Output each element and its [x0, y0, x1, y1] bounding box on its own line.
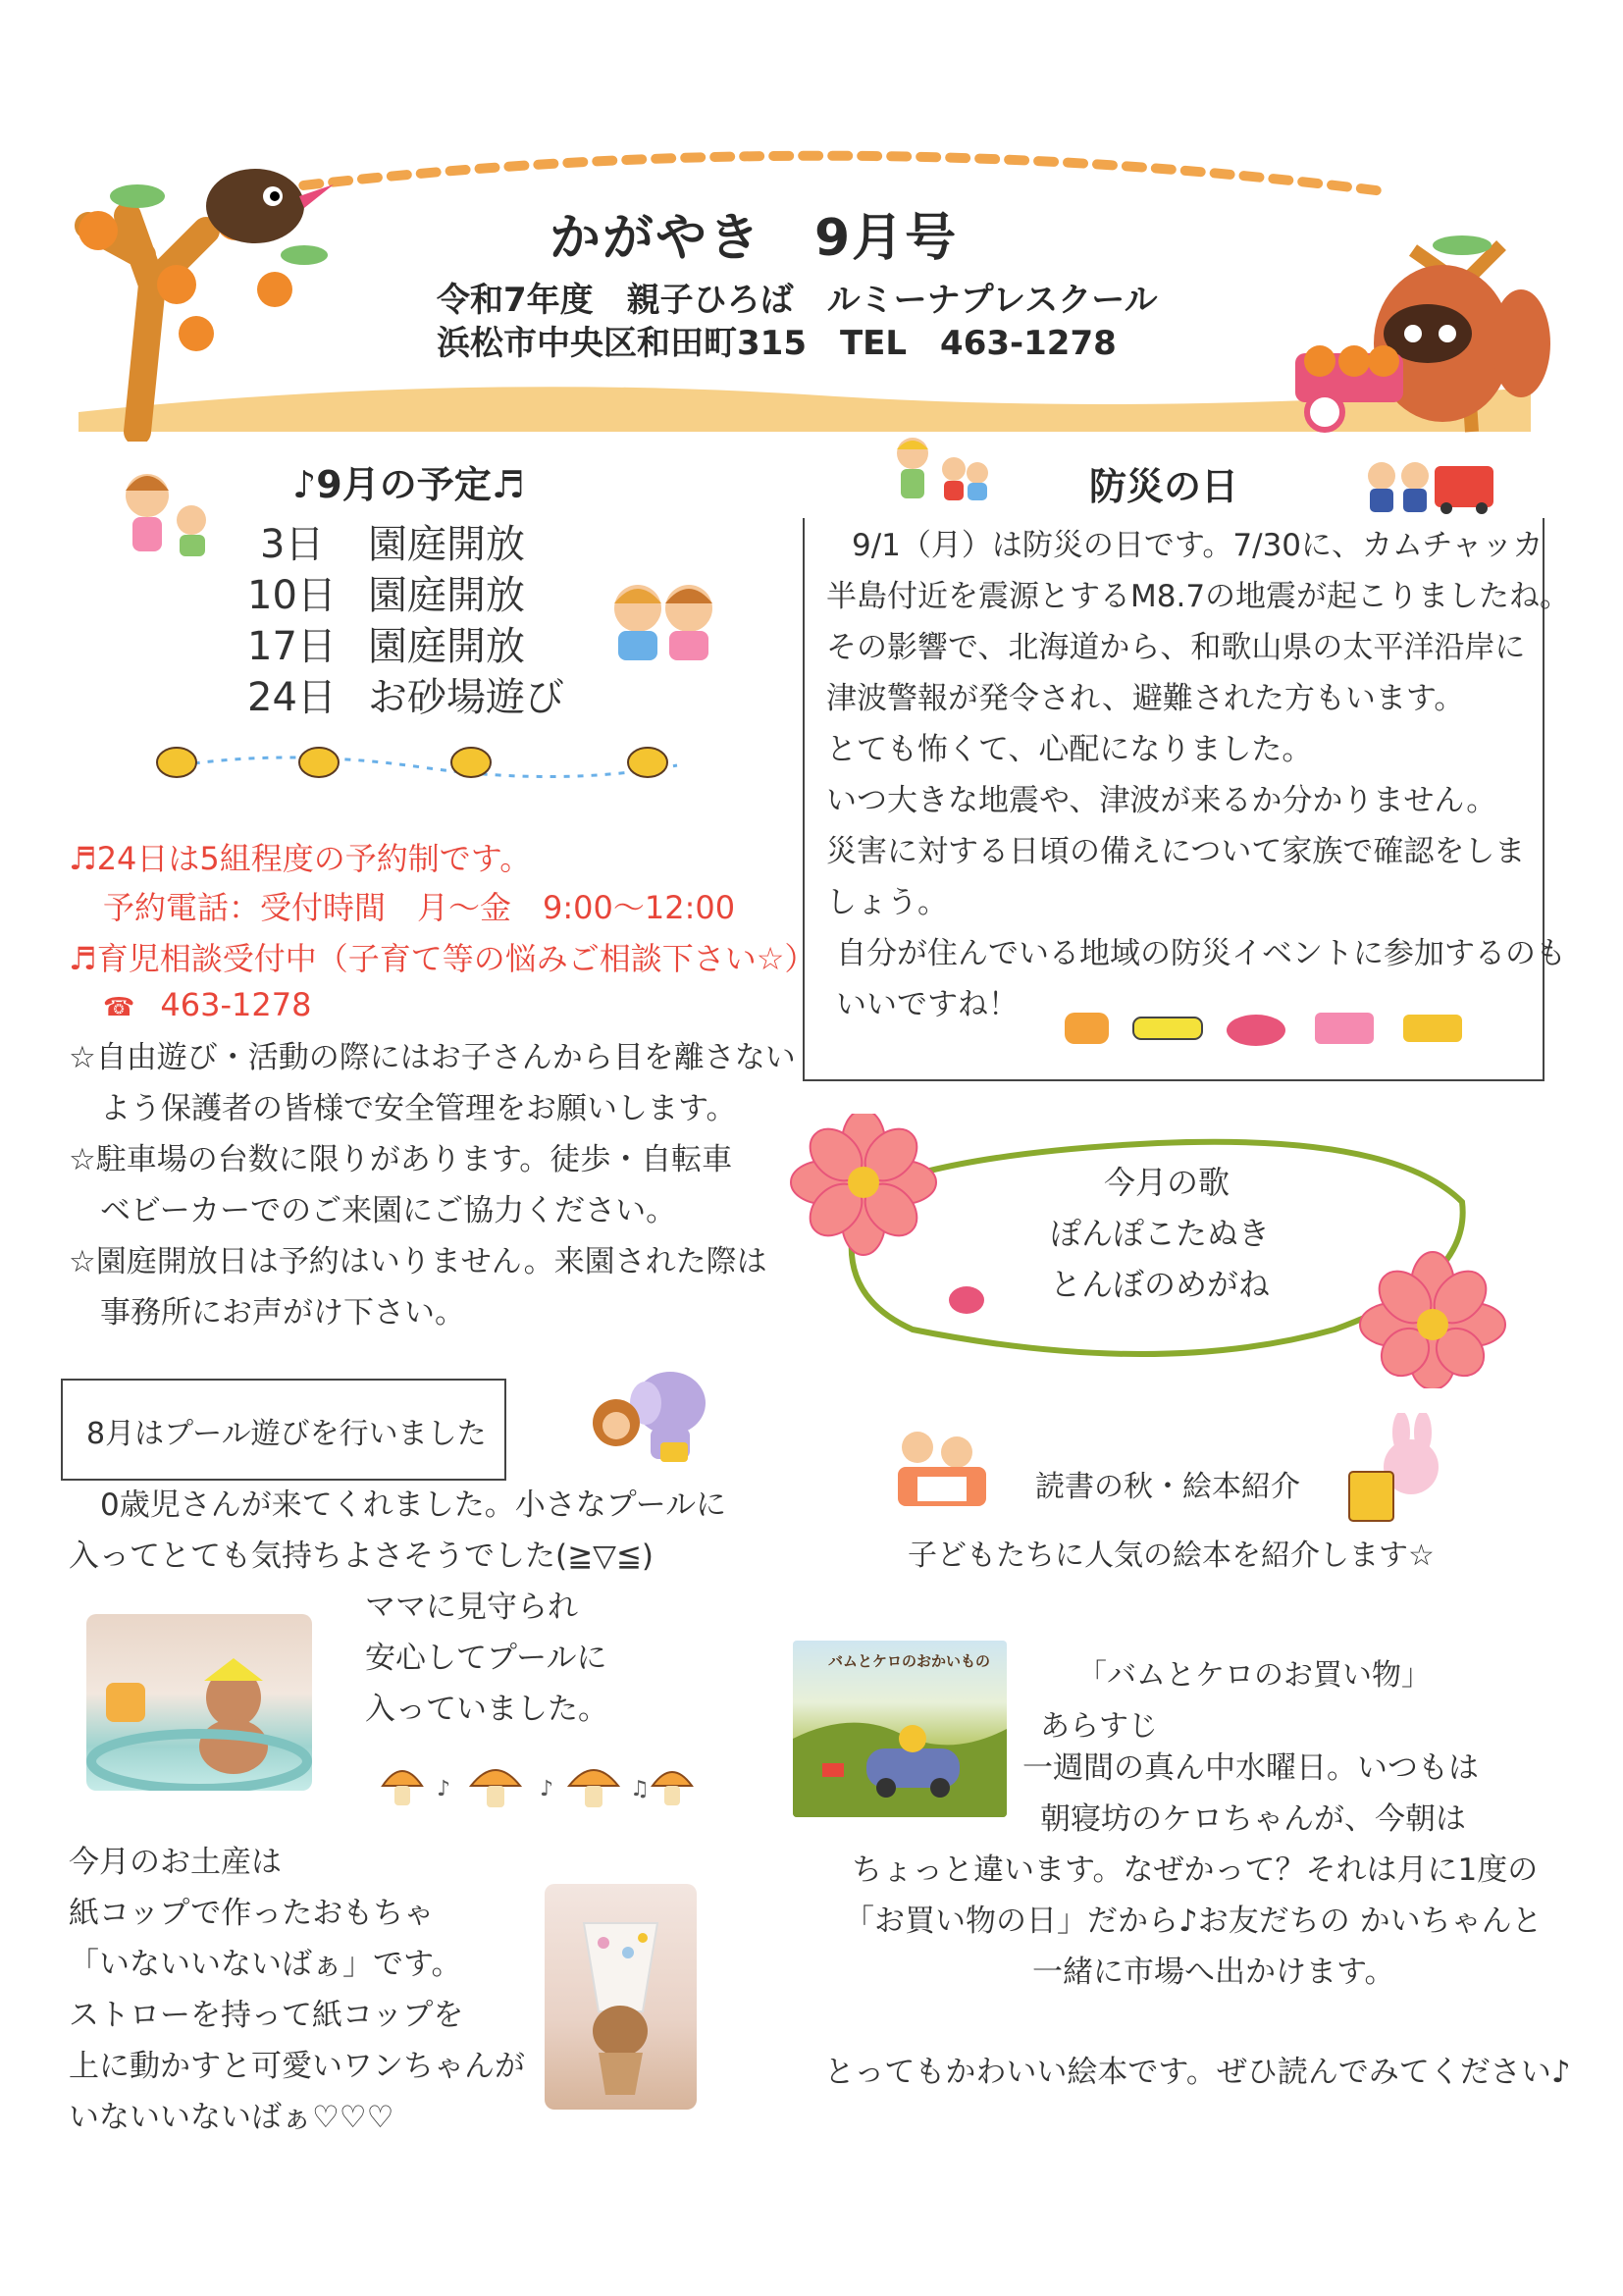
bousai-line: その影響で、北海道から、和歌山県の太平洋沿岸に [826, 630, 1526, 665]
children-icon [113, 466, 221, 564]
book-cover [793, 1641, 1007, 1817]
bousai-title: 防災の日 [1089, 465, 1239, 508]
consultation-notice: ♬育児相談受付中（子育て等の悩みご相談下さい☆） [69, 940, 816, 977]
notice-line: よう保護者の皆様で安全管理をお願いします。 [100, 1091, 737, 1126]
reservation-notice: ♬24日は5組程度の予約制です。 [69, 840, 532, 877]
elephant-monkey-icon [577, 1359, 714, 1467]
book-line: 朝寝坊のケロちゃんが、今朝は [1040, 1801, 1466, 1837]
schedule-day: 3日 [260, 522, 325, 567]
song-title: 今月の歌 [1104, 1164, 1230, 1201]
address-phone: 浜松市中央区和田町315 TEL 463-1278 [437, 324, 1117, 363]
book-closing: とってもかわいい絵本です。ぜひ読んでみてください♪ [824, 2055, 1571, 2090]
schedule-day: 10日 [247, 573, 337, 618]
bousai-line: いつ大きな地震や、津波が来るか分かりません。 [826, 783, 1497, 818]
pool-side-line: 入っていました。 [365, 1692, 608, 1727]
schedule-event: 園庭開放 [368, 573, 525, 618]
books-subtitle: 子どもたちに人気の絵本を紹介します☆ [908, 1539, 1435, 1573]
mushroom-garland-icon [373, 1756, 707, 1815]
song-name: ぽんぽこたぬき [1050, 1215, 1271, 1252]
firefighter-icon [1364, 451, 1496, 515]
bousai-line: しょう。 [826, 885, 948, 920]
bousai-line: 9/1（月）は防災の日です。7/30に、カムチャッカ [852, 528, 1544, 563]
book-line: 一緒に市場へ出かけます。 [1032, 1955, 1395, 1990]
phone-row [103, 986, 311, 1023]
book-line: ちょっと違います。なぜかって？それは月に1度の [852, 1852, 1539, 1888]
pool-line: 入ってとても気持ちよさそうでした(≧▽≦) [69, 1539, 654, 1574]
pool-line: 0歳児さんが来てくれました。小さなプールに [100, 1487, 727, 1523]
schedule-event: 園庭開放 [368, 522, 525, 567]
svg-text:♪: ♪ [437, 1777, 451, 1801]
kids-reading-icon [888, 1423, 996, 1516]
phone-number: 463-1278 [160, 986, 312, 1023]
souvenir-line: ストローを持って紙コップを [69, 1998, 464, 2033]
book-title: 「バムとケロのお買い物」 [1077, 1658, 1431, 1693]
pool-photo [86, 1614, 312, 1791]
reservation-hours: 予約電話：受付時間 月～金 9:00～12:00 [103, 889, 736, 926]
rabbit-book-icon [1344, 1413, 1447, 1526]
paper-cup-photo [545, 1884, 697, 2110]
schedule-day: 17日 [247, 624, 337, 669]
kids-playing-icon [599, 574, 726, 667]
notice-line: ☆園庭開放日は予約はいりません。来園された際は [69, 1244, 767, 1279]
bousai-line: 半島付近を震源とするM8.7の地震が起こりましたね。 [826, 579, 1571, 614]
pool-side-line: 安心してプールに [365, 1641, 607, 1676]
books-title: 読書の秋・絵本紹介 [1035, 1470, 1300, 1504]
souvenir-line: いないいないばぁ♡♡♡ [69, 2100, 394, 2135]
persimmon-tree-icon [79, 169, 334, 432]
bousai-line: とても怖くて、心配になりました。 [826, 732, 1313, 767]
souvenir-line: 「いないいないばぁ」です。 [69, 1947, 462, 1982]
book-line: 一週間の真ん中水曜日。いつもは [1022, 1750, 1479, 1786]
bousai-line: 自分が住んでいる地域の防災イベントに参加するのも [836, 936, 1566, 971]
notice-line: 事務所にお声がけ下さい。 [100, 1295, 465, 1331]
schedule-title: ♪9月の予定♬ [292, 463, 525, 506]
schedule-day: 24日 [247, 675, 337, 720]
svg-text:♪: ♪ [540, 1777, 554, 1801]
souvenir-line: 紙コップで作ったおもちゃ [69, 1896, 435, 1931]
souvenir-line: 上に動かすと可愛いワンちゃんが [69, 2049, 525, 2084]
bee-garland-icon [147, 738, 697, 787]
bousai-line: 災害に対する日頃の備えについて家族で確認をしま [826, 834, 1526, 869]
souvenir-line: 今月のお土産は [69, 1845, 282, 1880]
book-line: 「お買い物の日」だから♪お友だちの かいちゃんと [844, 1904, 1543, 1939]
bousai-line: いいですね！ [836, 987, 1019, 1022]
phone-icon: ☎ [103, 993, 135, 1022]
book-cover-title: バムとケロのおかいもの [828, 1652, 991, 1670]
schedule-event: お砂場遊び [368, 675, 564, 720]
bousai-line: 津波警報が発令され、避難された方もいます。 [826, 681, 1465, 716]
notice-line: ☆自由遊び・活動の際にはお子さんから目を離さない [69, 1040, 796, 1075]
org-name: 令和7年度 親子ひろば ルミーナプレスクール [437, 281, 1158, 320]
notice-line: ベビーカーでのご来園にご協力ください。 [100, 1193, 677, 1228]
evacuation-kids-icon [883, 432, 991, 505]
newsletter-title: かがやき 9月号 [550, 209, 959, 268]
schedule-event: 園庭開放 [368, 624, 525, 669]
pool-side-line: ママに見守られ [365, 1590, 578, 1625]
notice-line: ☆駐車場の台数に限りがあります。徒歩・自転車 [69, 1142, 733, 1177]
svg-text:♫: ♫ [630, 1777, 650, 1801]
synopsis-label: あらすじ [1040, 1709, 1158, 1744]
pool-title: 8月はプール遊びを行いました [86, 1417, 487, 1451]
emergency-supplies-icon [1060, 1003, 1472, 1052]
song-name: とんぼのめがね [1050, 1266, 1271, 1303]
